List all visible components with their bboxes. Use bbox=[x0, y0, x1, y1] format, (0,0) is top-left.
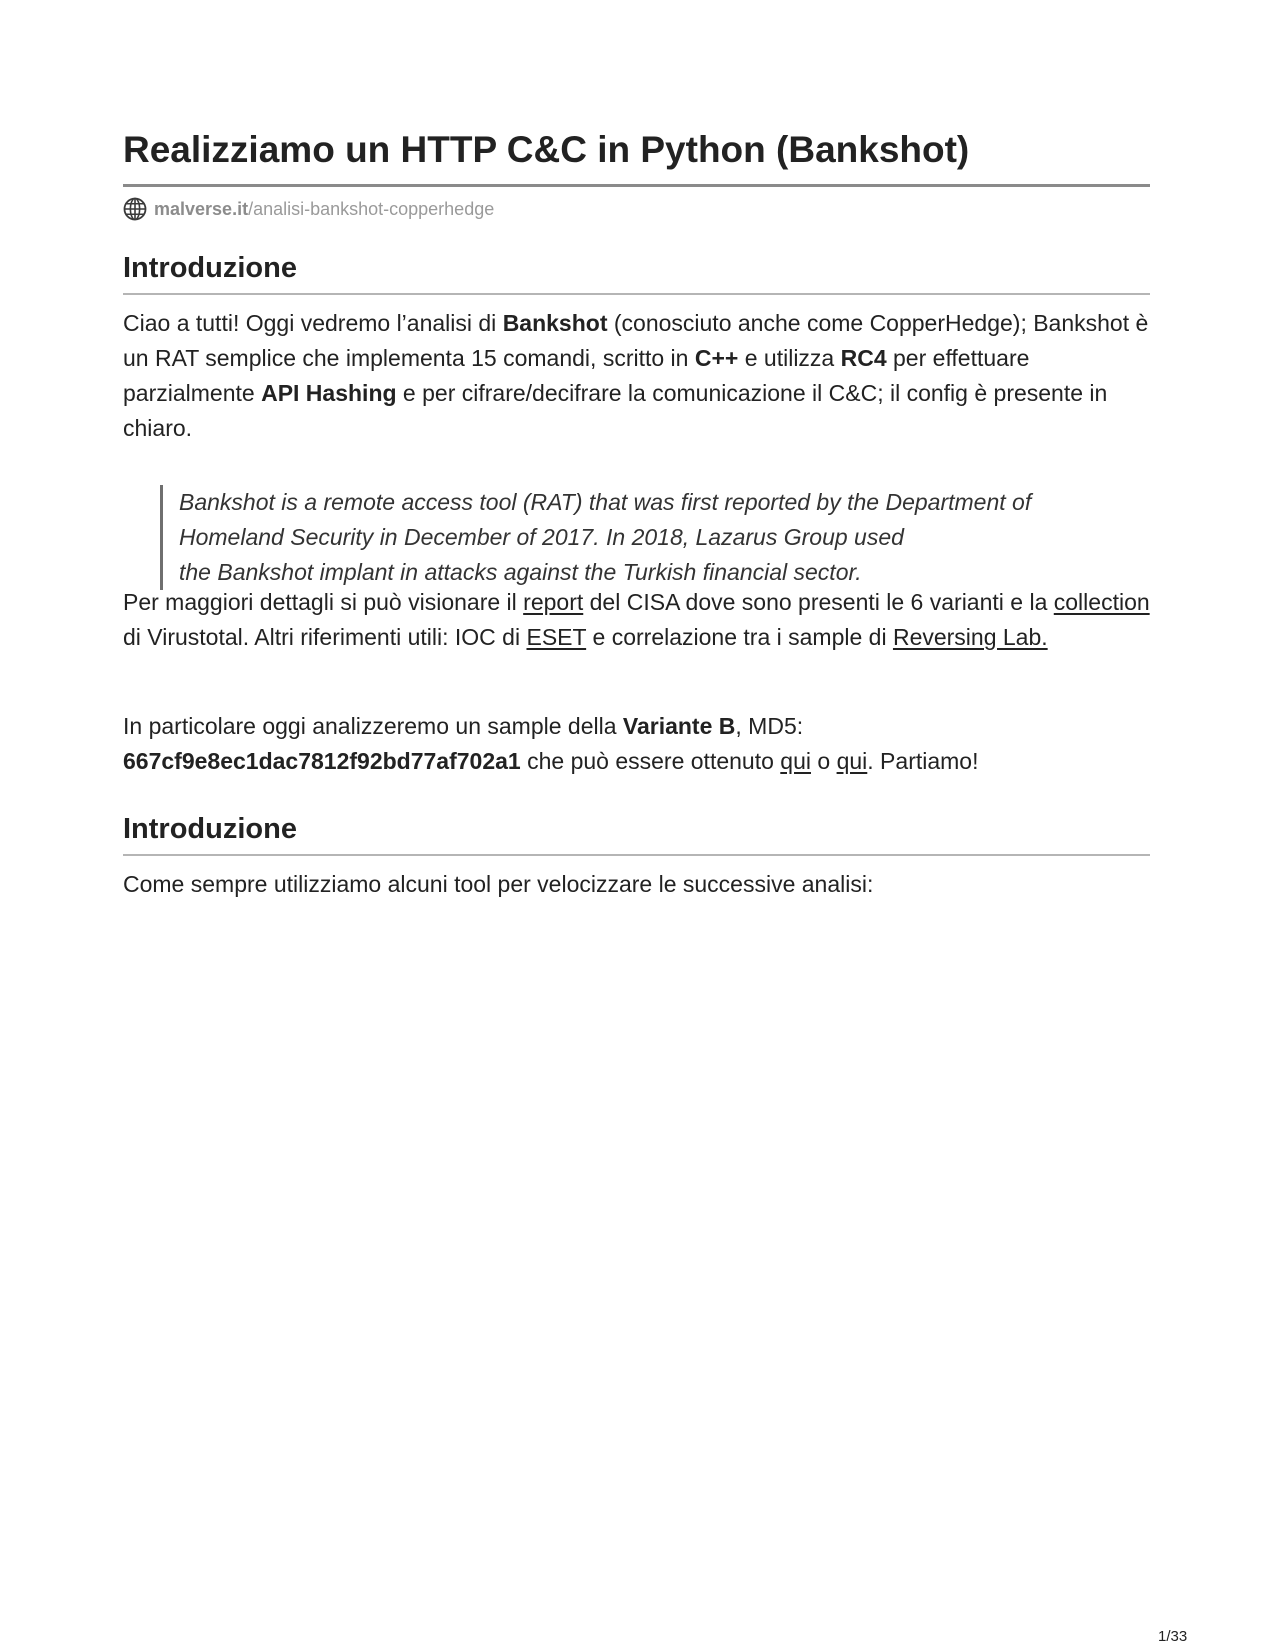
section-heading-introduzione-2: Introduzione bbox=[123, 813, 297, 845]
globe-icon bbox=[123, 197, 147, 221]
tools-paragraph: Come sempre utilizziamo alcuni tool per velocizzare le successive analisi: bbox=[123, 871, 874, 897]
quote-line: the Bankshot implant in attacks against the Turkish financial sector. bbox=[179, 559, 862, 585]
details-paragraph: Per maggiori dettagli si può visionare il report del CISA dove sono presenti le 6 varianti e la collection di Virustotal. Altri riferimenti utili: IOC di ESET e correlazione tra i sample di Reversing Lab. bbox=[123, 589, 1150, 650]
reversing-lab-link[interactable]: Reversing Lab. bbox=[892, 624, 1048, 650]
section-divider bbox=[123, 854, 1150, 856]
source-domain: malverse.it bbox=[154, 198, 249, 219]
eset-link[interactable]: ESET bbox=[526, 624, 587, 650]
section-divider bbox=[123, 293, 1150, 295]
article-title: Realizziamo un HTTP C&C in Python (Bankshot) bbox=[123, 129, 970, 170]
qui-link-1[interactable]: qui bbox=[780, 748, 811, 774]
bold-api-hashing: API Hashing bbox=[261, 380, 397, 406]
source-path: /analisi-bankshot-copperhedge bbox=[248, 198, 495, 219]
quote-line: Bankshot is a remote access tool (RAT) that was first reported by the Department of bbox=[179, 489, 1032, 515]
qui-link-2[interactable]: qui bbox=[836, 748, 868, 774]
section-heading-introduzione: Introduzione bbox=[123, 252, 297, 284]
intro-paragraph: Ciao a tutti! Oggi vedremo l’analisi di Bankshot (conosciuto anche come CopperHedge); Bankshot è un RAT semplice che implementa 15 comandi, scritto in C++ e utilizza RC4 per effettuare parzialmente API Hashing e per cifrare/decifrare la comunicazione il C&C; il config è presente in chiaro. bbox=[123, 310, 1149, 441]
source-url[interactable] bbox=[123, 196, 494, 222]
bold-bankshot: Bankshot bbox=[502, 310, 608, 336]
report-link[interactable]: report bbox=[523, 589, 584, 615]
bankshot-quote bbox=[160, 485, 1129, 590]
collection-link[interactable]: collection bbox=[1053, 589, 1150, 615]
bold-rc4: RC4 bbox=[840, 345, 887, 371]
bold-variante-b: Variante B bbox=[622, 713, 736, 739]
page-number: 1/33 bbox=[1158, 1628, 1188, 1645]
bold-cpp: C++ bbox=[694, 345, 739, 371]
sample-paragraph: In particolare oggi analizzeremo un sample della Variante B, MD5: 667cf9e8ec1dac7812f92bd77af702a1 che può essere ottenuto qui o qui. Partiamo! bbox=[123, 713, 979, 774]
md5-hash: 667cf9e8ec1dac7812f92bd77af702a1 bbox=[123, 748, 521, 774]
title-divider bbox=[123, 184, 1150, 187]
quote-line: Homeland Security in December of 2017. In 2018, Lazarus Group used bbox=[179, 524, 904, 550]
